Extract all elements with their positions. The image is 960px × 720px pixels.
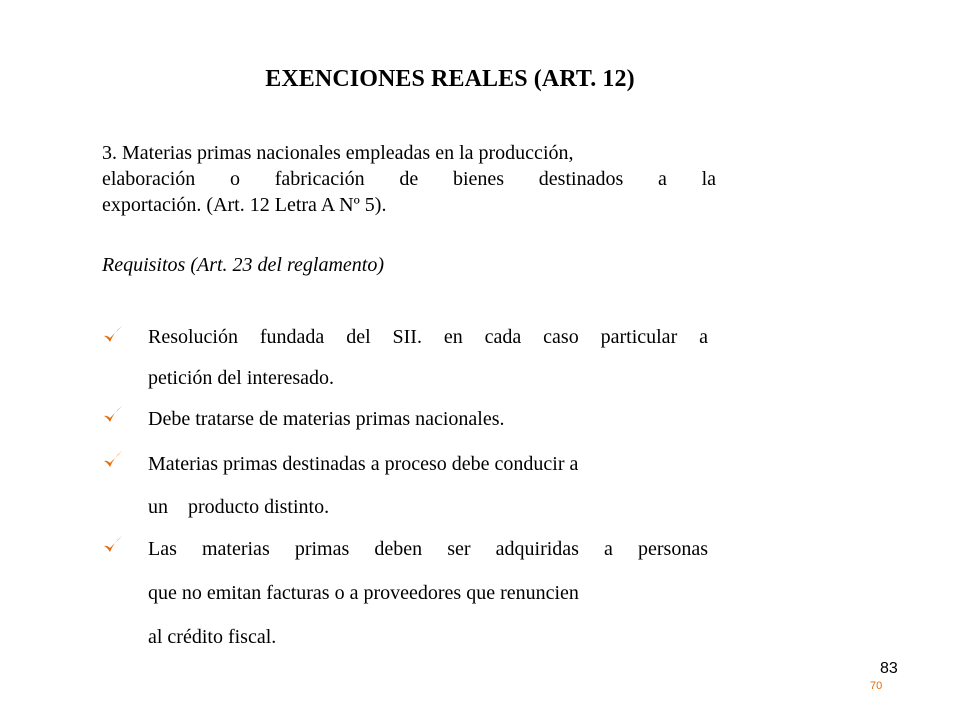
checkmark-icon <box>102 534 124 556</box>
checkmark-icon <box>102 324 124 346</box>
list-item-text: al crédito fiscal. <box>148 626 277 648</box>
checkmark-icon <box>102 404 124 426</box>
intro-line: exportación. (Art. 12 Letra A Nº 5). <box>102 194 387 216</box>
page-number: 83 <box>880 660 898 677</box>
list-item-text: Debe tratarse de materias primas nacionales. <box>148 408 505 430</box>
list-item-text: petición del interesado. <box>148 367 335 389</box>
list-item-text: Resolución fundada del SII. en cada caso particular a <box>148 326 708 348</box>
requirements-heading: Requisitos (Art. 23 del reglamento) <box>102 254 384 276</box>
list-item-text: Las materias primas deben ser adquiridas a personas <box>148 538 708 560</box>
intro-line: 3. Materias primas nacionales empleadas en la producción, <box>102 142 574 164</box>
list-item-text: un producto distinto. <box>148 496 330 518</box>
list-item-text: que no emitan facturas o a proveedores que renuncien <box>148 582 579 604</box>
intro-line: elaboración o fabricación de bienes destinados a la <box>102 168 716 190</box>
slide-number: 70 <box>870 680 883 692</box>
list-item-text: Materias primas destinadas a proceso debe conducir a <box>148 453 579 475</box>
page-title: EXENCIONES REALES (ART. 12) <box>265 66 635 92</box>
checkmark-icon <box>102 449 124 471</box>
intro-paragraph <box>102 140 716 218</box>
